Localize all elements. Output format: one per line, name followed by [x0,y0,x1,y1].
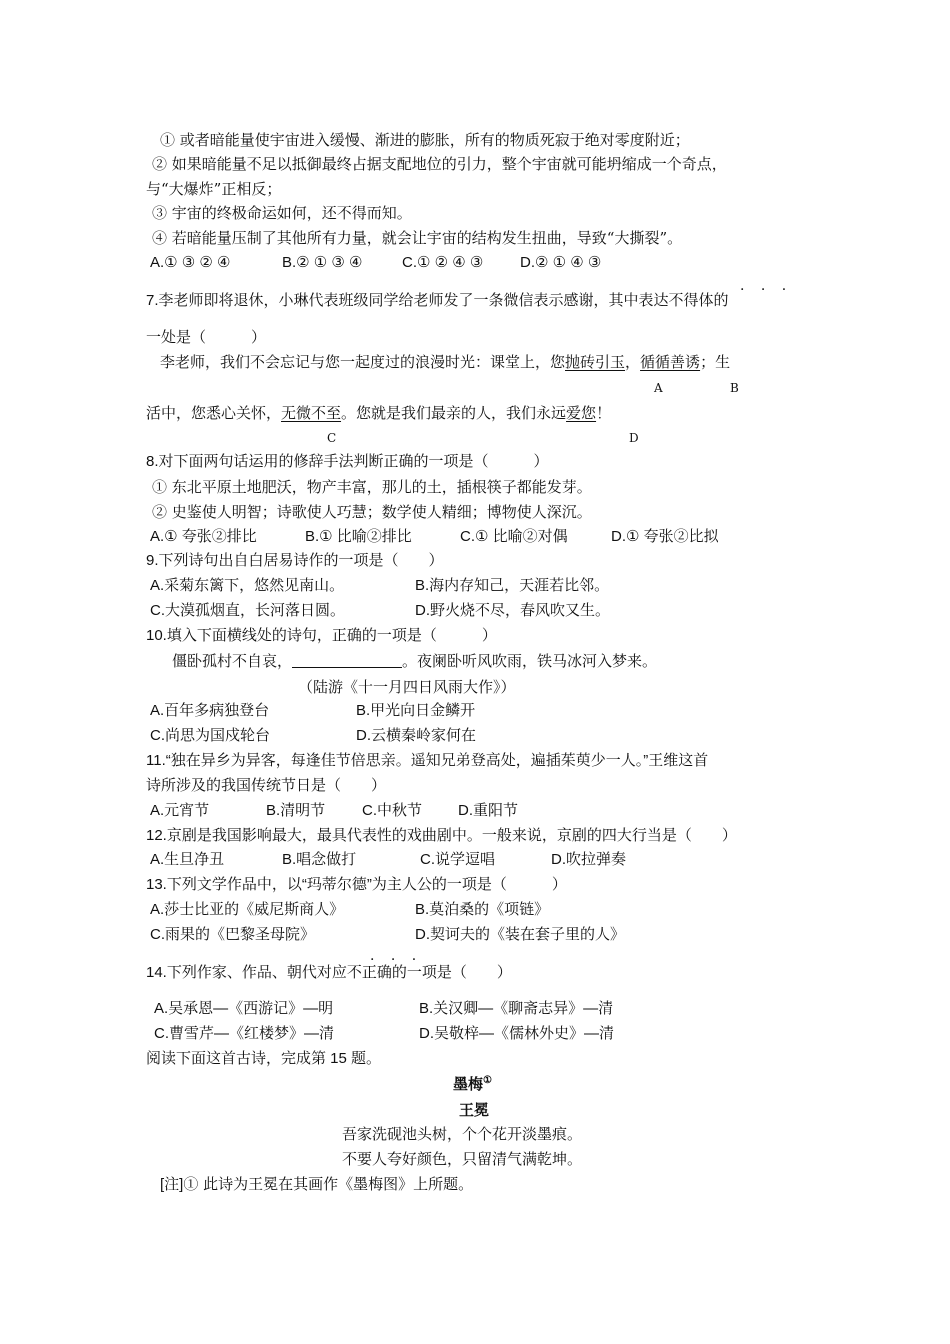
q11-option-a: A.元宵节 [150,802,210,819]
q7-phrase-c: 无微不至 [281,404,342,422]
q12-stem: 12.京剧是我国影响最大，最具代表性的戏曲剧中。一般来说，京剧的四大行当是（ ） [146,827,737,844]
q10-stem: 10.填入下面横线处的诗句，正确的一项是（ ） [146,627,497,644]
q13-option-b: B.莫泊桑的《项链》 [415,901,550,918]
poem-note-text: ① 此诗为王冕在其画作《墨梅图》上所题。 [183,1175,474,1193]
q14-emphasis-dots: · · · [370,952,423,968]
q12-option-d: D.吹拉弹奏 [551,851,627,868]
q9-option-d: D.野火烧不尽，春风吹又生。 [415,602,611,619]
q7-text-4: ！ [596,404,612,422]
q8-sentence-2: ② 史鉴使人明智；诗歌使人巧慧；数学使人精细；博物使人深沉。 [152,503,592,521]
poem-note [160,1174,473,1195]
q7-label-c: C [327,431,337,445]
q7-emphasis-dots: · · · [740,282,793,298]
q8-option-a: A.① 夸张②排比 [150,528,257,545]
q6-option-b: B.② ① ③ ④ [282,254,363,271]
q14-stem: 14.下列作家、作品、朝代对应不正确的一项是（ ） [146,964,512,981]
q9-option-a: A.采菊东篱下，悠然见南山。 [150,577,345,594]
q10-line-post: 。夜阑卧听风吹雨，铁马冰河入梦来。 [402,652,658,670]
q8-stem: 8.对下面两句话运用的修辞手法判断正确的一项是（ ） [146,453,549,470]
q7-text-2: 活中，您悉心关怀， [146,404,282,422]
q10-option-a: A.百年多病独登台 [150,702,270,719]
q14-option-b: B.关汉卿—《聊斋志异》—清 [419,1000,614,1017]
q12-option-c: C.说学逗唱 [420,851,496,868]
q7-stem: 7.李老师即将退休，小琳代表班级同学给老师发了一条微信表示感谢，其中表达不得体的 [146,292,729,309]
q9-stem: 9.下列诗句出自白居易诗作的一项是（ ） [146,552,444,569]
q8-sentence-1: ① 东北平原土地肥沃，物产丰富，那儿的土，插根筷子都能发芽。 [152,478,592,496]
poem-note-tag: [注] [160,1176,184,1193]
q7-phrase-a: 抛砖引玉 [565,353,626,371]
q11-option-b: B.清明节 [266,802,326,819]
q7-message-line-2 [146,403,611,423]
q10-blank [292,651,402,668]
q7-text: 李老师，我们不会忘记与您一起度过的浪漫时光：课堂上，您 [160,353,566,371]
q9-option-b: B.海内存知己，天涯若比邻。 [415,577,610,594]
poem-title-note: ① [483,1075,492,1086]
poem-title-text: 墨梅 [453,1076,484,1093]
q14-option-c: C.曹雪芹—《红楼梦》—清 [154,1025,335,1042]
q13-option-a: A.莎士比亚的《威尼斯商人》 [150,901,345,918]
q10-option-c: C.尚思为国戍轮台 [150,727,271,744]
q13-stem: 13.下列文学作品中，以“玛蒂尔德”为主人公的一项是（ ） [146,876,567,893]
q7-text-end: ；生 [700,353,731,371]
q15-intro: 阅读下面这首古诗，完成第 15 题。 [146,1050,382,1067]
q8-option-c: C.① 比喻②对偶 [460,528,568,545]
q10-line-pre: 僵卧孤村不自哀， [172,652,293,670]
q10-poem-line [172,651,657,671]
q7-message-line-1 [160,352,730,372]
q7-stem-cont: 一处是（ ） [146,329,267,346]
poem-title [453,1073,492,1094]
q7-phrase-d: 爱您 [566,404,597,422]
q10-option-d: D.云横秦岭家何在 [356,727,477,744]
q6-sentence-1: ① 或者暗能量使宇宙进入缓慢、渐进的膨胀，所有的物质死寂于绝对零度附近； [160,131,690,149]
poem-line-2: 不要人夸好颜色，只留清气满乾坤。 [342,1150,583,1168]
q6-sentence-2-cont: 与“大爆炸”正相反； [146,180,282,198]
q12-option-b: B.唱念做打 [282,851,357,868]
poem-line-1: 吾家洗砚池头树，个个花开淡墨痕。 [342,1125,583,1143]
q8-option-d: D.① 夸张②比拟 [611,528,719,545]
q7-label-a: A [654,381,663,395]
q12-option-a: A.生旦净丑 [150,851,225,868]
q6-sentence-4: ④ 若暗能量压制了其他所有力量，就会让宇宙的结构发生扭曲，导致“大撕裂”。 [152,229,683,247]
poem-author: 王冕 [459,1102,490,1119]
q6-sentence-3: ③ 宇宙的终极命运如何，还不得而知。 [152,204,412,222]
q7-phrase-b: 循循善诱 [640,353,701,371]
q9-option-c: C.大漠孤烟直，长河落日圆。 [150,602,346,619]
q7-text-3: 。您就是我们最亲的人，我们永远 [341,404,567,422]
q11-stem-cont: 诗所涉及的我国传统节日是（ ） [146,777,387,794]
q11-stem: 11.“独在异乡为异客，每逢佳节倍思亲。遥知兄弟登高处，遍插茱萸少一人。”王维这首 [146,752,709,769]
q11-option-d: D.重阳节 [458,802,519,819]
q7-separator: ， [625,353,641,371]
q6-option-c: C.① ② ④ ③ [402,254,484,271]
q10-option-b: B.甲光向日金鳞开 [356,702,476,719]
q7-label-b: B [730,381,739,395]
q8-option-b: B.① 比喻②排比 [305,528,412,545]
q7-label-d: D [629,431,639,445]
q6-sentence-2: ② 如果暗能量不足以抵御最终占据支配地位的引力，整个宇宙就可能坍缩成一个奇点， [152,155,727,173]
q13-option-c: C.雨果的《巴黎圣母院》 [150,926,316,943]
q14-option-d: D.吴敬梓—《儒林外史》—清 [419,1025,615,1042]
q14-option-a: A.吴承恩—《西游记》—明 [154,1000,334,1017]
q11-option-c: C.中秋节 [362,802,423,819]
q6-option-d: D.② ① ④ ③ [520,254,602,271]
q10-source: （陆游《十一月四日风雨大作》） [298,678,516,696]
q6-option-a: A.① ③ ② ④ [150,254,231,271]
q13-option-d: D.契诃夫的《装在套子里的人》 [415,926,626,943]
